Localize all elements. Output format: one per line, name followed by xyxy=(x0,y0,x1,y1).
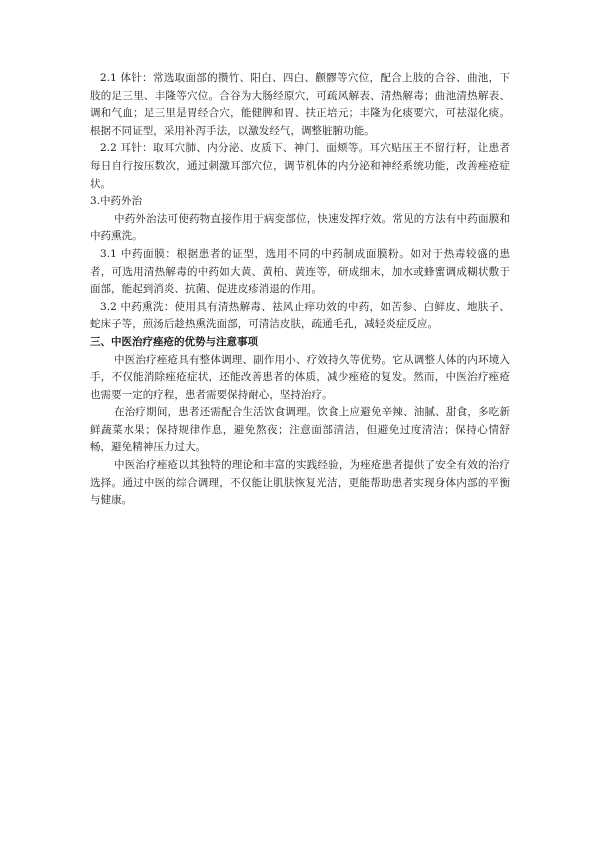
paragraph-herbal-face-mask: 3.1 中药面膜：根据患者的证型，选用不同的中药制成面膜粉。如对于热毒较盛的患者，可选用清热解毒的中药如大黄、黄柏、黄连等，研成细末，加水或蜂蜜调成糊状敷于面部，能起到消炎、抗菌、促进皮疹消退的作用。 xyxy=(90,247,510,296)
heading-advantages-precautions: 三、中医治疗痤疮的优势与注意事项 xyxy=(90,335,258,348)
paragraph-herbal-fumigation: 3.2 中药熏洗：使用具有清热解毒、祛风止痒功效的中药，如苦参、白鲜皮、地肤子、蛇床子等，煎汤后趁热熏洗面部，可清洁皮肤，疏通毛孔，减轻炎症反应。 xyxy=(90,300,510,331)
paragraph-ear-acupuncture: 2.2 耳针：取耳穴肺、内分泌、皮质下、神门、面颊等。耳穴贴压王不留行籽，让患者每日自行按压数次，通过刺激耳部穴位，调节机体的内分泌和神经系统功能，改善痤疮症状。 xyxy=(90,142,510,190)
paragraph-conclusion: 中医治疗痤疮以其独特的理论和丰富的实践经验，为痤疮患者提供了安全有效的治疗选择。通过中医的综合调理，不仅能让肌肤恢复光洁，更能帮助患者实现身体内部的平衡与健康。 xyxy=(90,459,510,507)
paragraph-body-acupuncture: 2.1 体针：常选取面部的攒竹、阳白、四白、颧髎等穴位，配合上肢的合谷、曲池，下肢的足三里、丰隆等穴位。合谷为大肠经原穴，可疏风解表、清热解毒；曲池清热解表、调和气血；足三里是胃经合穴，能健脾和胃、扶正培元；丰隆为化痰要穴，可祛湿化痰。根据不同证型，采用补泻手法，以激发经气，调整脏腑功能。 xyxy=(90,72,510,137)
paragraph-advantages: 中医治疗痤疮具有整体调理、副作用小、疗效持久等优势。它从调整人体的内环境入手，不仅能消除痤疮症状，还能改善患者的体质，减少痤疮的复发。然而，中医治疗痤疮也需要一定的疗程，患者需要保持耐心，坚持治疗。 xyxy=(90,353,510,401)
paragraph-external-herbal-intro: 中药外治法可使药物直接作用于病变部位，快速发挥疗效。常见的方法有中药面膜和中药熏洗。 xyxy=(90,212,510,243)
document-page xyxy=(90,70,510,510)
paragraph-lifestyle-care: 在治疗期间，患者还需配合生活饮食调理。饮食上应避免辛辣、油腻、甜食，多吃新鲜蔬菜水果；保持规律作息，避免熬夜；注意面部清洁，但避免过度清洁；保持心情舒畅，避免精神压力过大。 xyxy=(90,406,510,454)
heading-external-herbal-treatment: 3.中药外治 xyxy=(90,195,143,208)
